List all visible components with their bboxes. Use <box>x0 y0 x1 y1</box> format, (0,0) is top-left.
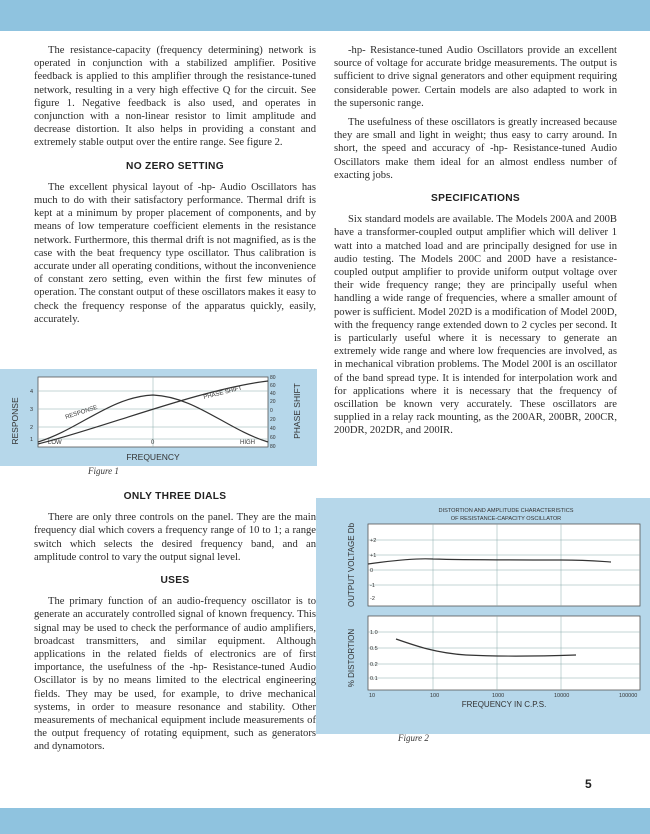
right-tick: 0 <box>270 408 273 414</box>
voltage-tick: 0 <box>370 568 374 574</box>
response-axis-label: RESPONSE <box>10 397 20 445</box>
voltage-tick: -2 <box>370 596 375 602</box>
paragraph-usefulness: The usefulness of these oscillators is greatly increased because they are small and light in weight; thus easy to carry around. In short, the speed and accuracy of -hp- Resistance-tuned Audio Oscillators make them ideal for an almost endless number of exacting jobs. <box>334 117 617 181</box>
distortion-tick: 0.2 <box>370 662 378 668</box>
paragraph-network: The resistance-capacity (frequency determining) network is operated in conjunction with a stabilized amplifier. Positive feedback is applied to this amplifier through the resistance-tuned network, resulting in a very high effective Q for the circuit. See figure 1. Negative feedback is also used, and operates in conjunction with a non-linear resistor to limit amplitude and decrease distortion. It also helps in providing a constant and extremely stable output over the entire range. See figure 2. <box>34 45 316 149</box>
x-tick: 1000 <box>492 693 505 699</box>
heading-only-three-dials: ONLY THREE DIALS <box>123 491 227 502</box>
right-tick: 40 <box>270 391 276 397</box>
bottom-color-band <box>0 808 650 834</box>
right-tick: 80 <box>270 375 276 381</box>
right-column <box>334 44 617 444</box>
paragraph-controls: There are only three controls on the panel. They are the main frequency dial which covers a frequency range of 10 to 1; a range switch which selects the desired frequency band, and an amplitude control to vary the output signal level. <box>34 512 316 563</box>
page-number: 5 <box>585 777 592 791</box>
right-tick: 20 <box>270 417 276 423</box>
x-tick: 10000 <box>554 693 570 699</box>
left-tick: 3 <box>29 407 33 413</box>
heading-specifications: SPECIFICATIONS <box>431 193 520 205</box>
figure-2-graph <box>316 498 650 734</box>
phase-shift-curve-label: PHASE SHIFT <box>203 385 243 401</box>
left-column-top <box>34 44 316 332</box>
right-tick: 20 <box>270 399 276 405</box>
figure-2-title-line-2: OF RESISTANCE-CAPACITY OSCILLATOR <box>450 516 562 522</box>
high-label: HIGH <box>240 440 255 446</box>
zero-label: 0 <box>151 440 155 446</box>
x-tick: 100000 <box>619 693 638 699</box>
x-tick: 10 <box>369 693 376 699</box>
figure-2-caption: Figure 2 <box>398 733 429 743</box>
figure-1-panel <box>0 369 317 466</box>
right-tick: 80 <box>270 444 276 450</box>
phase-shift-axis-label: PHASE SHIFT <box>292 383 302 439</box>
left-tick: 4 <box>29 389 33 395</box>
figure-2-title-line-1: DISTORTION AND AMPLITUDE CHARACTERISTICS <box>438 508 574 514</box>
distortion-tick: 0.5 <box>370 646 378 652</box>
figure-1-caption: Figure 1 <box>88 466 119 476</box>
paragraph-uses: The primary function of an audio-frequency oscillator is to generate an accurately controlled signal of known frequency. This signal may be used to check the performance of audio amplifiers, broadcast transmitters, and similar equipment. Although applications in the related fields of electronics are of first importance, the usefulness of the -hp- Resistance-tuned Audio Oscillator is by no means limited to the electrical engineering fields. They may be used, for example, to drive mechanical systems, in order to measure resonance and stability. Other measurements of mechanical equipment include measurements of the output frequency of rotating equipment, such as generators and dynamotors. <box>34 596 316 753</box>
voltage-tick: +1 <box>370 553 377 559</box>
frequency-cps-axis-label: FREQUENCY IN C.P.S. <box>461 700 547 709</box>
left-tick: 2 <box>29 425 33 431</box>
voltage-tick: +2 <box>370 538 377 544</box>
paragraph-thermal-drift: The excellent physical layout of -hp- Audio Oscillators has much to do with their satisfactory performance. Thermal drift is kept at a minimum by proper placement of components, and by means of low temperature coefficient elements in the resistance network. Furthermore, this thermal drift is not magnified, as is the case with the beat frequency type oscillator. Thus calibration is accurate under all operating conditions, without the inconvenience of constant zero setting, even within the first few minutes of operation. The constant output of these oscillators makes it easy to check the frequency response of the apparatus quickly, easily, accurately. <box>34 181 316 325</box>
frequency-axis-label: FREQUENCY <box>126 452 180 462</box>
distortion-tick: 0.1 <box>370 676 378 682</box>
distortion-axis-label: % DISTORTION <box>347 628 356 688</box>
distortion-tick: 1.0 <box>370 630 378 636</box>
low-label: LOW <box>48 440 62 446</box>
x-tick: 100 <box>430 693 440 699</box>
left-tick: 1 <box>29 437 33 443</box>
left-column-bottom <box>34 490 316 760</box>
paragraph-specifications: Six standard models are available. The Models 200A and 200B have a transformer-coupled output amplifier which will deliver 1 watt into a matched load and are principally designed for use in audio testing. The Models 200C and 200D have a resistance-coupled output amplifier to provide uniform output voltage over their wide frequency range; they are principally useful when handling a wide range of frequencies, where a smaller amount of power is sufficient. Model 202D is a modification of Model 200D, with the frequency range extended down to 2 cycles per second. It is particularly useful where it is necessary to generate an extremely wide range and where low frequencies are involved, as in mechanical vibration problems. The Model 200I is an oscillator of the band spread type. It is intended for interpolation work and for applications where it is necessary that the frequency of oscillation be known very accurately. These oscillators are supplied in a relay rack mounting, as the 200AR, 200BR, 200CR, 200DR, 202DR, and 200IR. <box>334 214 617 437</box>
voltage-tick: -1 <box>370 583 375 589</box>
paragraph-bridge-measurements: -hp- Resistance-tuned Audio Oscillators provide an excellent source of voltage for accurate bridge measurements. The output is sufficient to drive signal generators and other equipment requiring considerable power. Certain models are also adapted to work in the supersonic range. <box>334 45 617 109</box>
figure-1-graph <box>0 369 317 466</box>
right-tick: 60 <box>270 435 276 441</box>
output-voltage-axis-label: OUTPUT VOLTAGE Db <box>347 522 356 608</box>
top-color-band <box>0 0 650 31</box>
heading-uses: USES <box>160 575 190 587</box>
figure-2-panel <box>316 498 650 734</box>
right-tick: 40 <box>270 426 276 432</box>
right-tick: 60 <box>270 383 276 389</box>
response-curve-label: RESPONSE <box>64 404 99 421</box>
heading-no-zero-setting: NO ZERO SETTING <box>126 160 224 172</box>
